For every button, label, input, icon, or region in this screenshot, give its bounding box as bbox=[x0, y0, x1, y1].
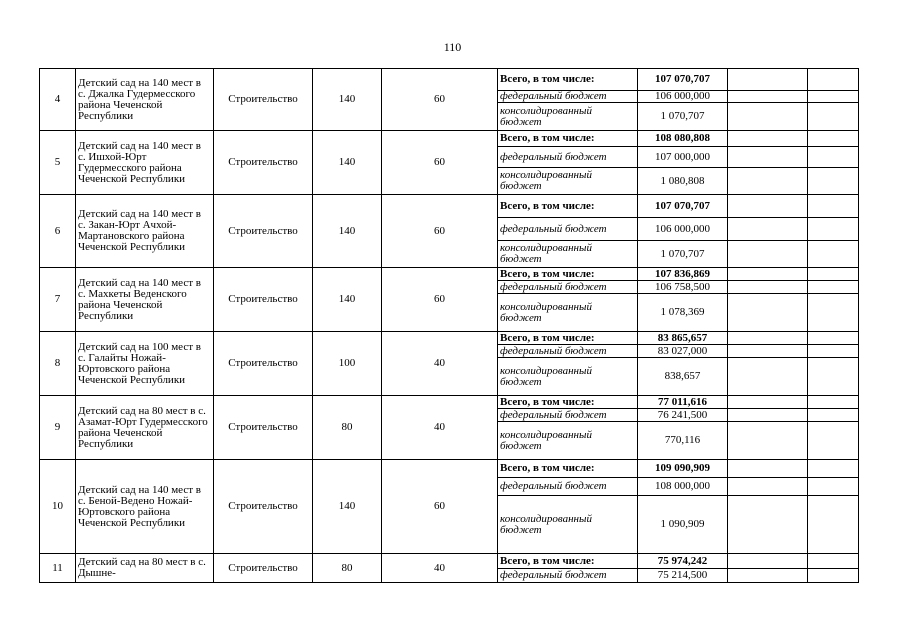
funding-amount: 106 758,500 bbox=[638, 281, 728, 294]
row-number: 7 bbox=[40, 268, 76, 332]
facility-name: Детский сад на 140 мест в с. Махкеты Веденского района Чеченской Республики bbox=[76, 268, 214, 332]
funding-source: федеральный бюджет bbox=[498, 91, 638, 103]
work-type: Строительство bbox=[214, 195, 313, 268]
funding-total-amount: 107 070,707 bbox=[638, 69, 728, 91]
budget-table bbox=[39, 68, 859, 583]
work-type: Строительство bbox=[214, 460, 313, 554]
empty-cell bbox=[728, 294, 808, 332]
funding-total-amount: 77 011,616 bbox=[638, 396, 728, 409]
facility-name: Детский сад на 80 мест в с. Азамат-Юрт Гудермесского района Чеченской Республики bbox=[76, 396, 214, 460]
work-type: Строительство bbox=[214, 332, 313, 396]
facility-name: Детский сад на 100 мест в с. Галайты Ножай-Юртовского района Чеченской Республики bbox=[76, 332, 214, 396]
empty-cell bbox=[728, 147, 808, 168]
empty-cell bbox=[728, 281, 808, 294]
work-type: Строительство bbox=[214, 554, 313, 583]
funding-source: консолидированный бюджет bbox=[498, 358, 638, 396]
funding-total-amount: 83 865,657 bbox=[638, 332, 728, 345]
empty-cell bbox=[808, 195, 859, 218]
table-row bbox=[40, 69, 859, 91]
row-number: 9 bbox=[40, 396, 76, 460]
empty-cell bbox=[728, 69, 808, 91]
empty-cell bbox=[808, 409, 859, 422]
empty-cell bbox=[728, 478, 808, 496]
empty-cell bbox=[808, 218, 859, 241]
empty-cell bbox=[808, 281, 859, 294]
funding-source: федеральный бюджет bbox=[498, 218, 638, 241]
empty-cell bbox=[808, 460, 859, 478]
empty-cell bbox=[728, 422, 808, 460]
funding-source: федеральный бюджет bbox=[498, 281, 638, 294]
empty-cell bbox=[728, 345, 808, 358]
funding-source: федеральный бюджет bbox=[498, 478, 638, 496]
funding-source: консолидированный бюджет bbox=[498, 103, 638, 131]
funding-source: федеральный бюджет bbox=[498, 569, 638, 583]
funding-total-amount: 109 090,909 bbox=[638, 460, 728, 478]
funding-amount: 107 000,000 bbox=[638, 147, 728, 168]
empty-cell bbox=[808, 358, 859, 396]
funding-total-label: Всего, в том числе: bbox=[498, 69, 638, 91]
facility-name: Детский сад на 140 мест в с. Беной-Ведено Ножай-Юртовского района Чеченской Республики bbox=[76, 460, 214, 554]
funding-source: консолидированный бюджет bbox=[498, 168, 638, 195]
funding-total-amount: 75 974,242 bbox=[638, 554, 728, 569]
funding-total-label: Всего, в том числе: bbox=[498, 460, 638, 478]
capacity: 80 bbox=[313, 396, 382, 460]
empty-cell bbox=[728, 409, 808, 422]
empty-cell bbox=[728, 195, 808, 218]
empty-cell bbox=[808, 496, 859, 554]
empty-cell bbox=[808, 332, 859, 345]
value-2: 60 bbox=[382, 69, 498, 131]
empty-cell bbox=[728, 218, 808, 241]
facility-name: Детский сад на 140 мест в с. Джалка Гудермесского района Чеченской Республики bbox=[76, 69, 214, 131]
row-number: 10 bbox=[40, 460, 76, 554]
funding-amount: 108 000,000 bbox=[638, 478, 728, 496]
table-row bbox=[40, 396, 859, 409]
funding-total-amount: 107 836,869 bbox=[638, 268, 728, 281]
funding-total-amount: 108 080,808 bbox=[638, 131, 728, 147]
funding-source: федеральный бюджет bbox=[498, 147, 638, 168]
funding-source: консолидированный бюджет bbox=[498, 294, 638, 332]
funding-total-label: Всего, в том числе: bbox=[498, 131, 638, 147]
capacity: 100 bbox=[313, 332, 382, 396]
row-number: 6 bbox=[40, 195, 76, 268]
funding-total-label: Всего, в том числе: bbox=[498, 268, 638, 281]
empty-cell bbox=[728, 460, 808, 478]
empty-cell bbox=[808, 554, 859, 569]
capacity: 80 bbox=[313, 554, 382, 583]
funding-total-label: Всего, в том числе: bbox=[498, 332, 638, 345]
funding-amount: 1 070,707 bbox=[638, 103, 728, 131]
empty-cell bbox=[728, 268, 808, 281]
table-row bbox=[40, 460, 859, 478]
funding-total-amount: 107 070,707 bbox=[638, 195, 728, 218]
work-type: Строительство bbox=[214, 69, 313, 131]
empty-cell bbox=[728, 168, 808, 195]
facility-name: Детский сад на 140 мест в с. Закан-Юрт Ачхой-Мартановского района Чеченской Республики bbox=[76, 195, 214, 268]
empty-cell bbox=[808, 396, 859, 409]
facility-name: Детский сад на 140 мест в с. Ишхой-Юрт Гудермесского района Чеченской Республики bbox=[76, 131, 214, 195]
funding-source: консолидированный бюджет bbox=[498, 422, 638, 460]
empty-cell bbox=[808, 569, 859, 583]
funding-amount: 106 000,000 bbox=[638, 218, 728, 241]
table-row bbox=[40, 195, 859, 218]
empty-cell bbox=[808, 345, 859, 358]
empty-cell bbox=[808, 168, 859, 195]
value-2: 40 bbox=[382, 554, 498, 583]
empty-cell bbox=[808, 294, 859, 332]
empty-cell bbox=[808, 131, 859, 147]
empty-cell bbox=[808, 103, 859, 131]
empty-cell bbox=[808, 69, 859, 91]
funding-amount: 1 080,808 bbox=[638, 168, 728, 195]
funding-amount: 75 214,500 bbox=[638, 569, 728, 583]
funding-amount: 770,116 bbox=[638, 422, 728, 460]
table-row bbox=[40, 268, 859, 281]
empty-cell bbox=[728, 496, 808, 554]
capacity: 140 bbox=[313, 195, 382, 268]
empty-cell bbox=[728, 554, 808, 569]
empty-cell bbox=[728, 569, 808, 583]
capacity: 140 bbox=[313, 131, 382, 195]
empty-cell bbox=[728, 91, 808, 103]
empty-cell bbox=[808, 147, 859, 168]
funding-amount: 76 241,500 bbox=[638, 409, 728, 422]
funding-amount: 83 027,000 bbox=[638, 345, 728, 358]
funding-amount: 1 070,707 bbox=[638, 241, 728, 268]
empty-cell bbox=[728, 103, 808, 131]
value-2: 60 bbox=[382, 131, 498, 195]
funding-amount: 838,657 bbox=[638, 358, 728, 396]
empty-cell bbox=[728, 332, 808, 345]
empty-cell bbox=[808, 91, 859, 103]
empty-cell bbox=[808, 478, 859, 496]
row-number: 4 bbox=[40, 69, 76, 131]
funding-amount: 1 090,909 bbox=[638, 496, 728, 554]
funding-source: федеральный бюджет bbox=[498, 345, 638, 358]
funding-amount: 1 078,369 bbox=[638, 294, 728, 332]
funding-amount: 106 000,000 bbox=[638, 91, 728, 103]
capacity: 140 bbox=[313, 460, 382, 554]
work-type: Строительство bbox=[214, 396, 313, 460]
funding-source: консолидированный бюджет bbox=[498, 496, 638, 554]
value-2: 40 bbox=[382, 396, 498, 460]
row-number: 11 bbox=[40, 554, 76, 583]
row-number: 8 bbox=[40, 332, 76, 396]
table-row bbox=[40, 554, 859, 569]
funding-total-label: Всего, в том числе: bbox=[498, 554, 638, 569]
table-row bbox=[40, 131, 859, 147]
empty-cell bbox=[728, 396, 808, 409]
empty-cell bbox=[728, 131, 808, 147]
capacity: 140 bbox=[313, 69, 382, 131]
table-row bbox=[40, 332, 859, 345]
empty-cell bbox=[808, 268, 859, 281]
value-2: 60 bbox=[382, 195, 498, 268]
empty-cell bbox=[728, 358, 808, 396]
empty-cell bbox=[728, 241, 808, 268]
funding-source: консолидированный бюджет bbox=[498, 241, 638, 268]
capacity: 140 bbox=[313, 268, 382, 332]
empty-cell bbox=[808, 422, 859, 460]
work-type: Строительство bbox=[214, 268, 313, 332]
work-type: Строительство bbox=[214, 131, 313, 195]
funding-total-label: Всего, в том числе: bbox=[498, 195, 638, 218]
value-2: 40 bbox=[382, 332, 498, 396]
row-number: 5 bbox=[40, 131, 76, 195]
facility-name: Детский сад на 80 мест в с. Дышне- bbox=[76, 554, 214, 583]
funding-total-label: Всего, в том числе: bbox=[498, 396, 638, 409]
value-2: 60 bbox=[382, 268, 498, 332]
value-2: 60 bbox=[382, 460, 498, 554]
funding-source: федеральный бюджет bbox=[498, 409, 638, 422]
empty-cell bbox=[808, 241, 859, 268]
page-number: 110 bbox=[443, 40, 462, 54]
